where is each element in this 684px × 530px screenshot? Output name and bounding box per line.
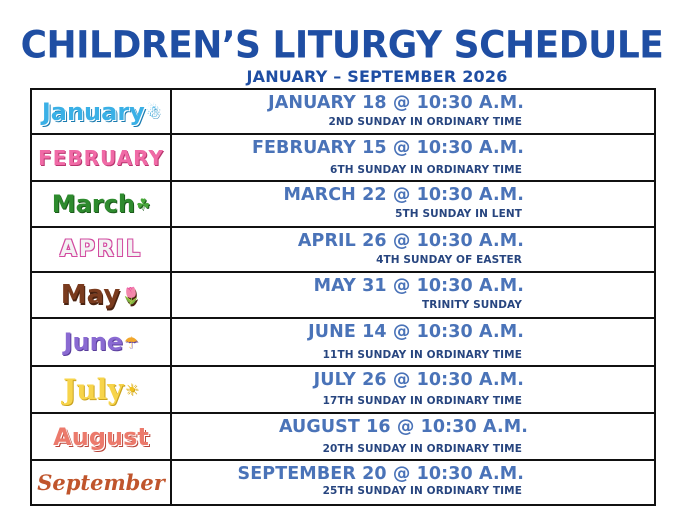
info-cell	[174, 135, 654, 180]
info-cell	[174, 319, 654, 365]
snowman-icon: ☃	[145, 102, 161, 121]
info-cell	[174, 461, 654, 504]
event-date: AUGUST 16 @ 10:30 A.M.	[278, 417, 528, 437]
event-description: 5TH SUNDAY IN LENT	[395, 208, 522, 220]
schedule-row-april	[32, 228, 654, 273]
month-label-august: August	[53, 422, 149, 451]
schedule-row-march	[32, 182, 654, 228]
event-description: 25TH SUNDAY IN ORDINARY TIME	[322, 485, 522, 497]
shamrock-icon: ☘	[135, 194, 151, 214]
month-cell	[32, 461, 172, 504]
schedule-row-january	[32, 90, 654, 135]
event-description: TRINITY SUNDAY	[422, 299, 522, 311]
event-date: APRIL 26 @ 10:30 A.M.	[297, 231, 524, 251]
month-label-march: March ☘	[51, 190, 151, 218]
schedule-row-february	[32, 135, 654, 182]
info-cell	[174, 367, 654, 412]
month-label-may: May 🌷	[60, 280, 142, 310]
schedule-row-june	[32, 319, 654, 367]
month-label-june: June ☂	[63, 328, 139, 356]
month-cell	[32, 367, 172, 412]
event-description: 20TH SUNDAY IN ORDINARY TIME	[322, 443, 522, 455]
schedule-row-september	[32, 461, 654, 504]
info-cell	[174, 182, 654, 226]
month-cell	[32, 182, 172, 226]
event-date: MAY 31 @ 10:30 A.M.	[313, 276, 524, 296]
schedule-row-august	[32, 414, 654, 461]
info-cell	[174, 90, 654, 133]
info-cell	[174, 273, 654, 317]
month-label-february: FEBRUARY	[38, 145, 164, 170]
month-label-july: July ☀	[63, 373, 139, 406]
event-description: 17TH SUNDAY IN ORDINARY TIME	[322, 395, 522, 407]
event-description: 6TH SUNDAY IN ORDINARY TIME	[330, 164, 522, 176]
info-cell	[174, 228, 654, 271]
event-date: JULY 26 @ 10:30 A.M.	[313, 370, 524, 390]
schedule-row-july	[32, 367, 654, 414]
month-cell	[32, 90, 172, 133]
event-description: 2ND SUNDAY IN ORDINARY TIME	[328, 116, 522, 128]
month-cell	[32, 273, 172, 317]
event-description: 4TH SUNDAY OF EASTER	[376, 254, 522, 266]
event-date: JANUARY 18 @ 10:30 A.M.	[268, 93, 524, 113]
event-date: FEBRUARY 15 @ 10:30 A.M.	[251, 138, 524, 158]
page-title: CHILDREN’S LITURGY SCHEDULE	[20, 23, 664, 67]
month-label-september: September	[37, 470, 165, 495]
month-cell	[32, 135, 172, 180]
event-date: SEPTEMBER 20 @ 10:30 A.M.	[237, 464, 524, 484]
tulip-icon: 🌷	[121, 285, 142, 305]
event-description: 11TH SUNDAY IN ORDINARY TIME	[322, 349, 522, 361]
month-cell	[32, 319, 172, 365]
month-label-april: APRIL	[59, 237, 143, 262]
month-label-january: January ☃	[41, 97, 161, 126]
info-cell	[174, 414, 654, 459]
schedule-row-may	[32, 273, 654, 319]
umbrella-icon: ☂	[124, 332, 139, 352]
event-date: JUNE 14 @ 10:30 A.M.	[308, 322, 524, 342]
sun-icon: ☀	[124, 380, 139, 399]
month-cell	[32, 228, 172, 271]
event-date: MARCH 22 @ 10:30 A.M.	[283, 185, 524, 205]
schedule-table	[30, 88, 656, 506]
month-cell	[32, 414, 172, 459]
page-subtitle: JANUARY – SEPTEMBER 2026	[246, 67, 508, 86]
